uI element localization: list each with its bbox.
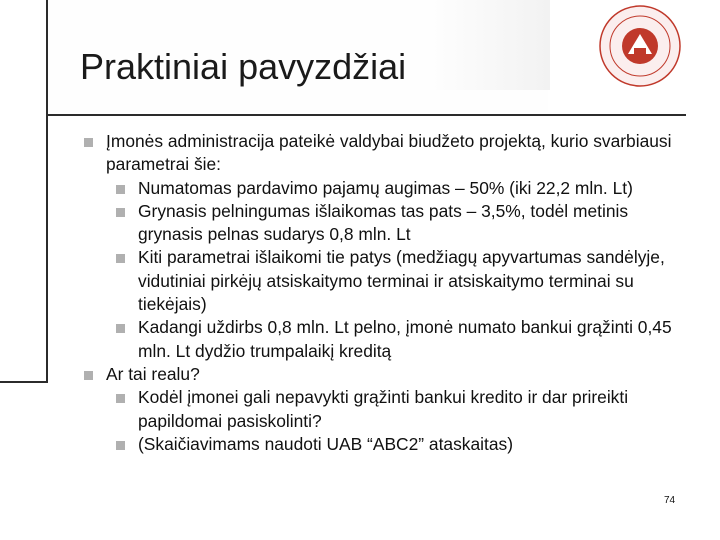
- bullet-text: Grynasis pelningumas išlaikomas tas pats – 3,5%, todėl metinis grynasis pelnas sudarys 0,8 mln. Lt: [138, 200, 629, 245]
- sub-bullet-item: [84, 200, 694, 247]
- title-underline-rule: [48, 114, 686, 116]
- slide-title: Praktiniai pavyzdžiai: [80, 46, 407, 87]
- title-fade: [430, 0, 550, 90]
- bullet-text: Ar tai realu?: [106, 363, 200, 384]
- bullet-text: Kiti parametrai išlaikomi tie patys (medžiagų apyvartumas sandėlyje, vidutiniai pirkėjų atsiskaitymo terminai ir atsiskaitymo terminai su tiekėjais): [138, 247, 665, 315]
- sub-bullet-item: [84, 386, 694, 433]
- bullet-item: [84, 363, 694, 386]
- bullet-text: (Skaičiavimams naudoti UAB “ABC2” ataskaitas): [138, 433, 513, 454]
- bullet-marker: [84, 371, 93, 380]
- bullet-marker: [84, 138, 93, 147]
- slide-content: [84, 130, 694, 456]
- sub-bullet-item: [84, 316, 694, 363]
- bullet-marker: [116, 254, 125, 263]
- bullet-text: Įmonės administracija pateikė valdybai biudžeto projektą, kurio svarbiausi parametrai šie:: [106, 131, 672, 175]
- bullet-marker: [116, 394, 125, 403]
- left-margin-bar: [0, 0, 48, 383]
- bullet-text: Kadangi uždirbs 0,8 mln. Lt pelno, įmonė numato bankui grąžinti 0,45 mln. Lt dydžio trumpalaikį kreditą: [138, 317, 672, 361]
- left-bottom-rule: [0, 381, 48, 383]
- bullet-marker: [116, 441, 125, 450]
- bullet-text: Kodėl įmonei gali nepavykti grąžinti bankui kredito ir dar prireikti papildomai pasiskolinti?: [138, 387, 629, 431]
- university-seal-icon: [598, 4, 682, 88]
- page-number: 74: [664, 495, 676, 506]
- bullet-marker: [116, 324, 125, 333]
- bullet-marker: [116, 185, 125, 194]
- sub-bullet-item: [84, 177, 694, 200]
- bullet-marker: [116, 208, 125, 217]
- bullet-text: Numatomas pardavimo pajamų augimas – 50% (iki 22,2 mln. Lt): [138, 177, 633, 198]
- sub-bullet-item: [84, 246, 694, 316]
- bullet-item: [84, 130, 694, 177]
- sub-bullet-item: [84, 433, 694, 456]
